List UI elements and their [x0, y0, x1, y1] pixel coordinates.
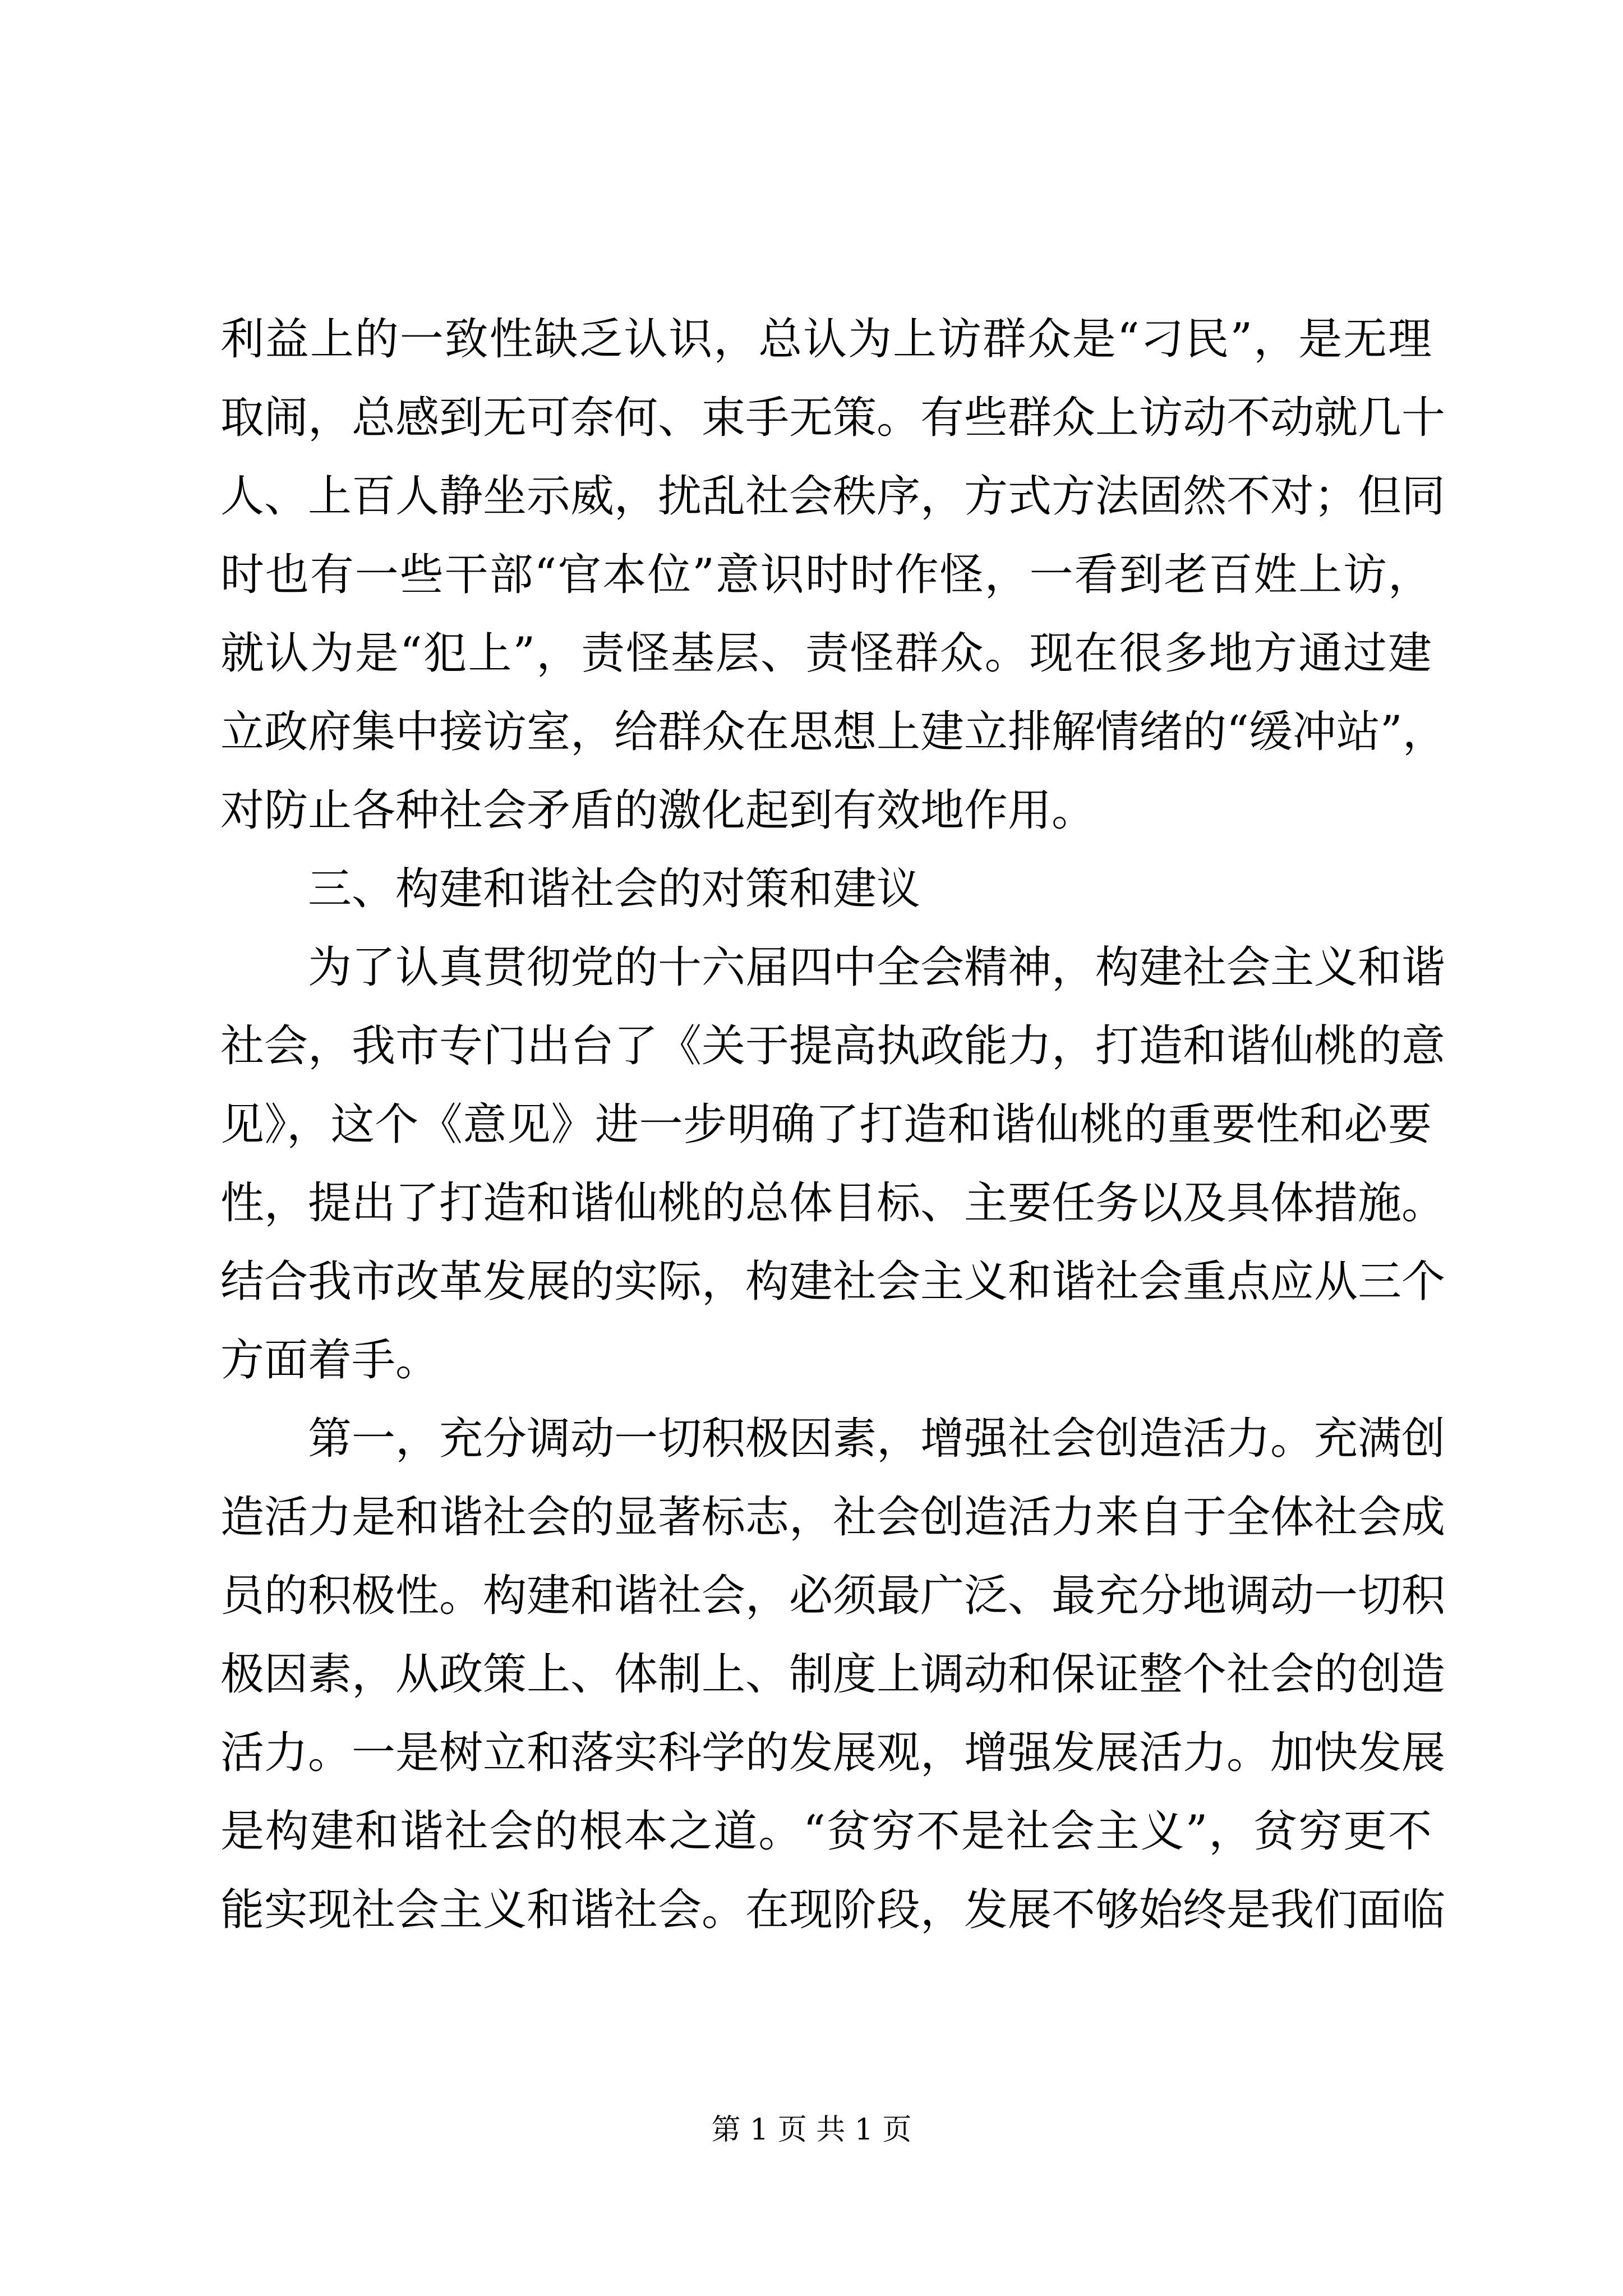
- text-line: 取闹，总感到无可奈何、束手无策。有些群众上访动不动就几十: [220, 393, 1446, 443]
- text-line: 社会，我市专门出台了《关于提高执政能力，打造和谐仙桃的意: [220, 1021, 1446, 1071]
- document-body: [220, 300, 1446, 1949]
- text-line: 第一，充分调动一切积极因素，增强社会创造活力。充满创: [308, 1414, 1446, 1464]
- text-line: 立政府集中接访室，给群众在思想上建立排解情绪的“缓冲站”，: [220, 707, 1446, 757]
- text-line: 极因素，从政策上、体制上、制度上调动和保证整个社会的创造: [220, 1649, 1446, 1700]
- text-line: 活力。一是树立和落实科学的发展观，增强发展活力。加快发展: [220, 1728, 1446, 1778]
- text-line: 结合我市改革发展的实际，构建社会主义和谐社会重点应从三个: [220, 1257, 1446, 1307]
- text-line: 能实现社会主义和谐社会。在现阶段，发展不够始终是我们面临: [220, 1885, 1446, 1935]
- text-line: 造活力是和谐社会的显著标志，社会创造活力来自于全体社会成: [220, 1492, 1446, 1543]
- text-line: 员的积极性。构建和谐社会，必须最广泛、最充分地调动一切积: [220, 1571, 1446, 1621]
- text-line: 见》，这个《意见》进一步明确了打造和谐仙桃的重要性和必要: [220, 1099, 1432, 1150]
- text-line: 为了认真贯彻党的十六届四中全会精神，构建社会主义和谐: [308, 942, 1446, 993]
- text-line: 对防止各种社会矛盾的激化起到有效地作用。: [220, 785, 1096, 836]
- text-line: 利益上的一致性缺乏认识，总认为上访群众是“刁民”，是无理: [220, 314, 1432, 365]
- text-line: 性，提出了打造和谐仙桃的总体目标、主要任务以及具体措施。: [220, 1178, 1446, 1228]
- text-line: 就认为是“犯上”，责怪基层、责怪群众。现在很多地方通过建: [220, 628, 1432, 679]
- text-line: 方面着手。: [220, 1335, 440, 1386]
- page-footer: 第 1 页 共 1 页: [711, 2113, 912, 2147]
- text-line: 人、上百人静坐示威，扰乱社会秩序，方式方法固然不对；但同: [220, 471, 1446, 522]
- text-line: 时也有一些干部“官本位”意识时时作怪，一看到老百姓上访，: [220, 550, 1432, 600]
- text-line: 是构建和谐社会的根本之道。“贫穷不是社会主义”，贫穷更不: [220, 1806, 1432, 1857]
- section-heading: 三、构建和谐社会的对策和建议: [308, 864, 921, 914]
